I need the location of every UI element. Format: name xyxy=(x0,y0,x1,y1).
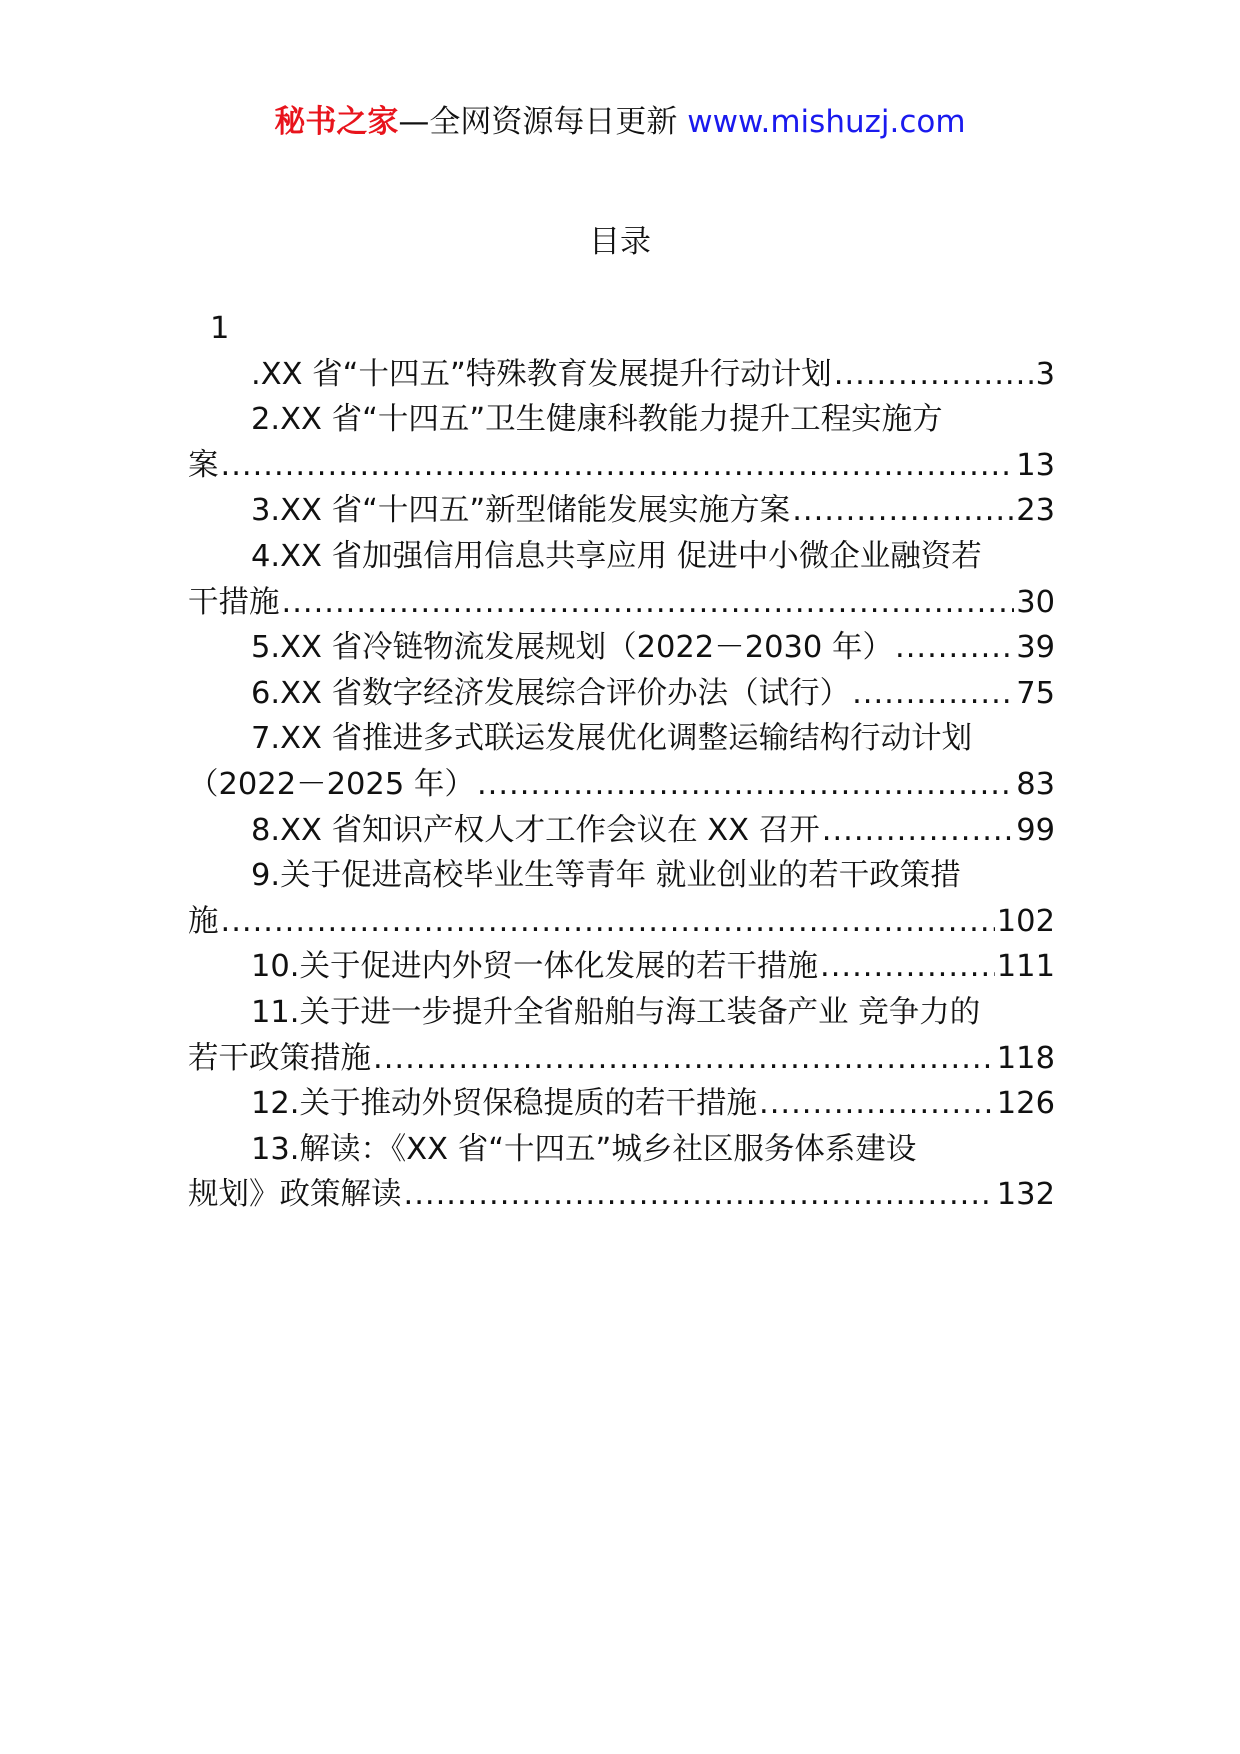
toc-line[interactable] xyxy=(188,397,1055,443)
toc-entry-text: 6.XX 省数字经济发展综合评价办法（试行） xyxy=(251,675,851,711)
toc-page-number: 23 xyxy=(1016,493,1055,529)
toc-entry-text: 10.关于促进内外贸一体化发展的若干措施 xyxy=(251,949,819,985)
toc-line[interactable] xyxy=(188,671,1055,717)
toc-page-number: 83 xyxy=(1016,766,1055,802)
toc-page-number: 3 xyxy=(1035,356,1055,392)
toc-title: 目录 xyxy=(589,224,651,260)
toc-entry-text: .XX 省“十四五”特殊教育发展提升行动计划 xyxy=(251,356,832,392)
toc-line[interactable] xyxy=(188,534,1055,580)
toc-page-number: 30 xyxy=(1016,584,1055,620)
dot-leader xyxy=(834,352,1034,398)
dot-leader xyxy=(822,808,1014,854)
toc-entry-text: 1 xyxy=(210,311,230,346)
header-tagline: —全网资源每日更新 xyxy=(398,104,678,140)
toc-entry-text: 若干政策措施 xyxy=(188,1040,371,1076)
dot-leader xyxy=(221,899,995,945)
dot-leader xyxy=(852,671,1014,717)
toc-page-number: 102 xyxy=(996,903,1055,939)
toc-entry-text: 3.XX 省“十四五”新型储能发展实施方案 xyxy=(251,493,791,529)
toc-entry-text: 5.XX 省冷链物流发展规划（2022－2030 年） xyxy=(251,630,894,666)
toc-entry-text: 干措施 xyxy=(188,584,280,620)
toc-line[interactable] xyxy=(188,853,1055,899)
toc-entry-text: （2022－2025 年） xyxy=(188,766,475,802)
toc-line[interactable] xyxy=(188,990,1055,1036)
toc-line[interactable] xyxy=(188,306,1055,352)
toc-page-number: 118 xyxy=(996,1040,1055,1076)
toc-line[interactable] xyxy=(188,625,1055,671)
toc-line[interactable] xyxy=(188,1036,1055,1082)
toc-line[interactable] xyxy=(188,899,1055,945)
dot-leader xyxy=(221,443,1015,489)
toc-entry-text: 12.关于推动外贸保稳提质的若干措施 xyxy=(251,1086,758,1122)
toc-line[interactable] xyxy=(188,580,1055,626)
toc-entry-text: 施 xyxy=(188,903,219,939)
toc-page-number: 132 xyxy=(996,1177,1055,1213)
toc-line[interactable] xyxy=(188,762,1055,808)
toc-entry-text: 7.XX 省推进多式联运发展优化调整运输结构行动计划 xyxy=(251,721,973,757)
toc-line[interactable] xyxy=(188,488,1055,534)
dot-leader xyxy=(404,1172,995,1218)
site-header xyxy=(0,102,1240,142)
toc-page-number: 39 xyxy=(1016,630,1055,666)
toc-entry-text: 规划》政策解读 xyxy=(188,1177,402,1213)
toc-page-number: 99 xyxy=(1016,812,1055,848)
dot-leader xyxy=(792,488,1014,534)
toc-entry-text: 13.解读：《XX 省“十四五”城乡社区服务体系建设 xyxy=(251,1131,917,1167)
toc-line[interactable] xyxy=(188,944,1055,990)
toc-entry-text: 4.XX 省加强信用信息共享应用 促进中小微企业融资若 xyxy=(251,538,982,574)
brand-name: 秘书之家 xyxy=(274,104,399,140)
toc-entry-text: 8.XX 省知识产权人才工作会议在 XX 召开 xyxy=(251,812,820,848)
toc-line[interactable] xyxy=(188,716,1055,762)
table-of-contents xyxy=(188,306,1055,1218)
dot-leader xyxy=(477,762,1014,808)
toc-line[interactable] xyxy=(188,808,1055,854)
dot-leader xyxy=(282,580,1015,626)
dot-leader xyxy=(895,625,1014,671)
toc-page-number: 111 xyxy=(996,949,1055,985)
toc-entry-text: 11.关于进一步提升全省船舶与海工装备产业 竞争力的 xyxy=(251,994,981,1030)
dot-leader xyxy=(820,944,995,990)
toc-entry-text: 案 xyxy=(188,447,219,483)
toc-entry-text: 2.XX 省“十四五”卫生健康科教能力提升工程实施方 xyxy=(251,402,943,438)
toc-line[interactable] xyxy=(188,352,1055,398)
toc-page-number: 75 xyxy=(1016,675,1055,711)
toc-line[interactable] xyxy=(188,443,1055,489)
toc-line[interactable] xyxy=(188,1172,1055,1218)
toc-page-number: 13 xyxy=(1016,447,1055,483)
toc-page-number: 126 xyxy=(996,1086,1055,1122)
dot-leader xyxy=(373,1036,995,1082)
toc-entry-text: 9.关于促进高校毕业生等青年 就业创业的若干政策措 xyxy=(251,858,961,894)
toc-line[interactable] xyxy=(188,1081,1055,1127)
dot-leader xyxy=(759,1081,995,1127)
site-url-link[interactable]: www.mishuzj.com xyxy=(687,104,966,140)
toc-line[interactable] xyxy=(188,1127,1055,1173)
